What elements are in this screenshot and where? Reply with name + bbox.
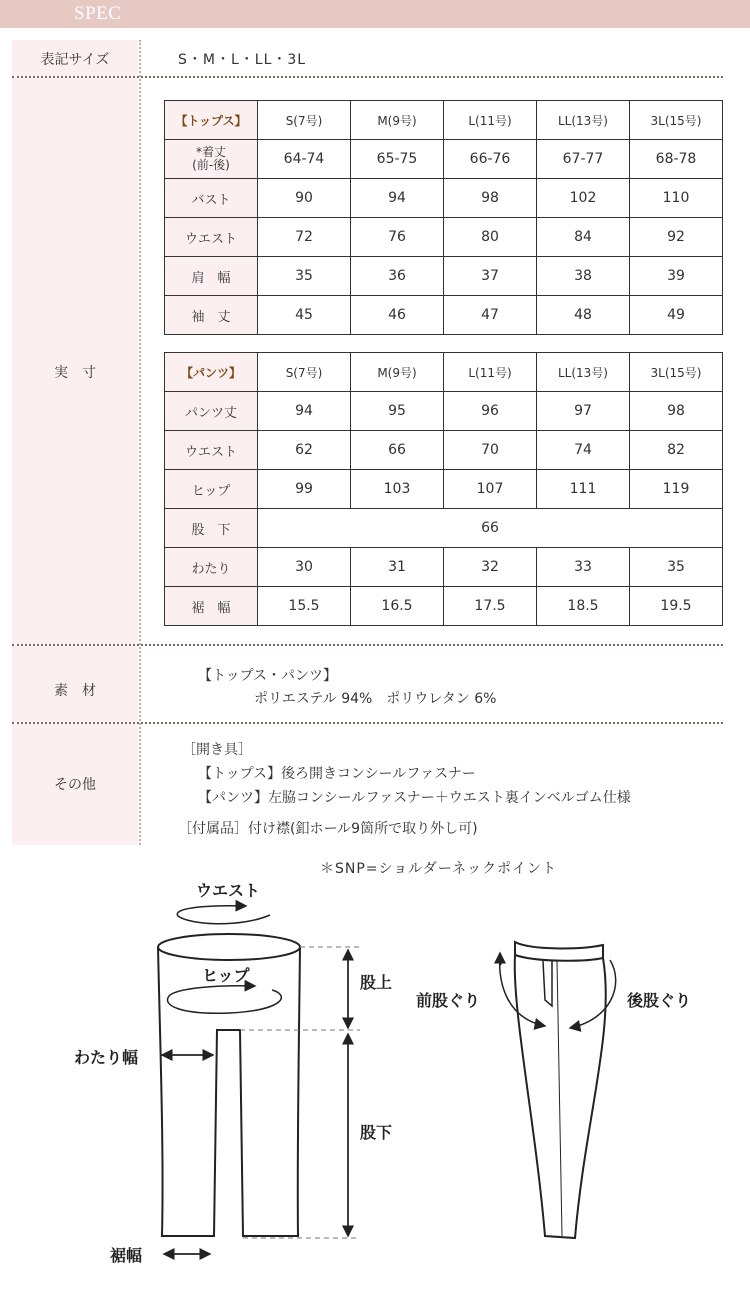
table-cell: 111 xyxy=(537,470,630,509)
thigh-label: わたり幅 xyxy=(74,1048,139,1067)
table-cell: 64-74 xyxy=(258,140,351,179)
size-value: S・M・L・LL・3L xyxy=(178,52,307,68)
pants-opening-text: 左脇コンシールファスナー＋ウエスト裏インベルゴム仕様 xyxy=(268,790,631,806)
size-header: 3L(15号) xyxy=(630,353,723,392)
hip-arrow xyxy=(168,986,282,1013)
row-label: ヒップ xyxy=(165,470,258,509)
table-cell: 48 xyxy=(537,296,630,335)
table-cell: 80 xyxy=(444,218,537,257)
table-cell-merged: 66 xyxy=(258,509,723,548)
material-label: 素 材 xyxy=(54,683,96,699)
length-sublabel: (前-後) xyxy=(192,158,230,172)
waist-opening xyxy=(158,934,300,960)
table-cell: 65-75 xyxy=(351,140,444,179)
table-cell: 96 xyxy=(444,392,537,431)
waist-label: ウエスト xyxy=(196,881,261,900)
table-cell: 84 xyxy=(537,218,630,257)
actual-label: 実 寸 xyxy=(54,365,96,381)
tops-opening-label: 【トップス】 xyxy=(198,766,282,782)
waist-arrow xyxy=(177,906,270,924)
size-label: 表記サイズ xyxy=(40,52,110,68)
front-rise-arrow-start xyxy=(500,953,501,965)
table-cell: 119 xyxy=(630,470,723,509)
back-rise-arrow xyxy=(570,960,616,1028)
table-cell: 45 xyxy=(258,296,351,335)
table-cell: 38 xyxy=(537,257,630,296)
size-header: 3L(15号) xyxy=(630,101,723,140)
side-outline xyxy=(515,955,606,1238)
table-cell: 90 xyxy=(258,179,351,218)
table-cell: 19.5 xyxy=(630,587,723,626)
side-waistband xyxy=(515,942,603,961)
spec-title: SPEC xyxy=(74,3,122,24)
table-cell: 66 xyxy=(351,431,444,470)
table-cell: 31 xyxy=(351,548,444,587)
table-cell: 110 xyxy=(630,179,723,218)
table-cell: 36 xyxy=(351,257,444,296)
table-cell: 67-77 xyxy=(537,140,630,179)
size-header: L(11号) xyxy=(444,101,537,140)
side-pocket xyxy=(543,961,552,1006)
table-cell: 46 xyxy=(351,296,444,335)
row-label: ウエスト xyxy=(165,431,258,470)
snp-note: ＊SNP=ショルダーネックポイント xyxy=(320,861,557,877)
table-cell: 15.5 xyxy=(258,587,351,626)
table-cell: 30 xyxy=(258,548,351,587)
table-cell: 17.5 xyxy=(444,587,537,626)
length-label: *着丈 xyxy=(195,145,226,159)
front-rise-arrow xyxy=(500,955,545,1026)
table-cell: 66-76 xyxy=(444,140,537,179)
accessory-note: ［付属品］付け襟(釦ホール9箇所で取り外し可) xyxy=(178,821,478,837)
row-label: わたり xyxy=(165,548,258,587)
table-cell: 39 xyxy=(630,257,723,296)
table-cell: 99 xyxy=(258,470,351,509)
table-cell: 70 xyxy=(444,431,537,470)
table-cell: 47 xyxy=(444,296,537,335)
inseam-label: 股下 xyxy=(360,1123,393,1142)
other-label: その他 xyxy=(54,777,96,793)
hip-label: ヒップ xyxy=(202,966,250,985)
pants-opening-label: 【パンツ】 xyxy=(198,790,268,806)
table-cell: 72 xyxy=(258,218,351,257)
size-header: S(7号) xyxy=(258,353,351,392)
material-heading: 【トップス・パンツ】 xyxy=(198,668,338,684)
table-cell: 37 xyxy=(444,257,537,296)
back-rise-label: 後股ぐり xyxy=(627,991,692,1010)
table-cell: 97 xyxy=(537,392,630,431)
table-cell: 33 xyxy=(537,548,630,587)
table-cell: 82 xyxy=(630,431,723,470)
table-cell: 107 xyxy=(444,470,537,509)
table-cell: 32 xyxy=(444,548,537,587)
front-rise-label: 前股ぐり xyxy=(416,991,481,1010)
row-label: 肩 幅 xyxy=(165,257,258,296)
size-header: LL(13号) xyxy=(537,101,630,140)
table-cell: 95 xyxy=(351,392,444,431)
side-seam xyxy=(557,961,562,1236)
size-header: M(9号) xyxy=(351,353,444,392)
table-cell: 76 xyxy=(351,218,444,257)
table-cell: 94 xyxy=(351,179,444,218)
rise-label: 股上 xyxy=(360,973,393,992)
table-cell: 94 xyxy=(258,392,351,431)
size-header: LL(13号) xyxy=(537,353,630,392)
pants-outline xyxy=(158,947,300,1236)
material-composition: ポリエステル 94% ポリウレタン 6% xyxy=(254,691,497,707)
tops-corner: 【トップス】 xyxy=(165,101,258,140)
table-cell: 98 xyxy=(444,179,537,218)
pants-corner: 【パンツ】 xyxy=(165,353,258,392)
row-label: 袖 丈 xyxy=(165,296,258,335)
table-cell: 98 xyxy=(630,392,723,431)
table-cell: 74 xyxy=(537,431,630,470)
table-cell: 62 xyxy=(258,431,351,470)
table-cell: 35 xyxy=(630,548,723,587)
table-cell: 92 xyxy=(630,218,723,257)
table-cell: 103 xyxy=(351,470,444,509)
size-header: S(7号) xyxy=(258,101,351,140)
row-label: 裾 幅 xyxy=(165,587,258,626)
row-label: ウエスト xyxy=(165,218,258,257)
hem-label: 裾幅 xyxy=(110,1246,143,1265)
tops-opening-text: 後ろ開きコンシールファスナー xyxy=(281,766,476,782)
table-cell: 16.5 xyxy=(351,587,444,626)
size-header: M(9号) xyxy=(351,101,444,140)
opening-heading: ［開き具］ xyxy=(182,742,252,758)
table-cell: 68-78 xyxy=(630,140,723,179)
table-cell: 49 xyxy=(630,296,723,335)
row-label: パンツ丈 xyxy=(165,392,258,431)
row-label: バスト xyxy=(165,179,258,218)
table-cell: 35 xyxy=(258,257,351,296)
table-cell: 18.5 xyxy=(537,587,630,626)
size-header: L(11号) xyxy=(444,353,537,392)
side-pants-drawing xyxy=(515,942,606,1238)
table-cell: 102 xyxy=(537,179,630,218)
row-label: 股 下 xyxy=(165,509,258,548)
